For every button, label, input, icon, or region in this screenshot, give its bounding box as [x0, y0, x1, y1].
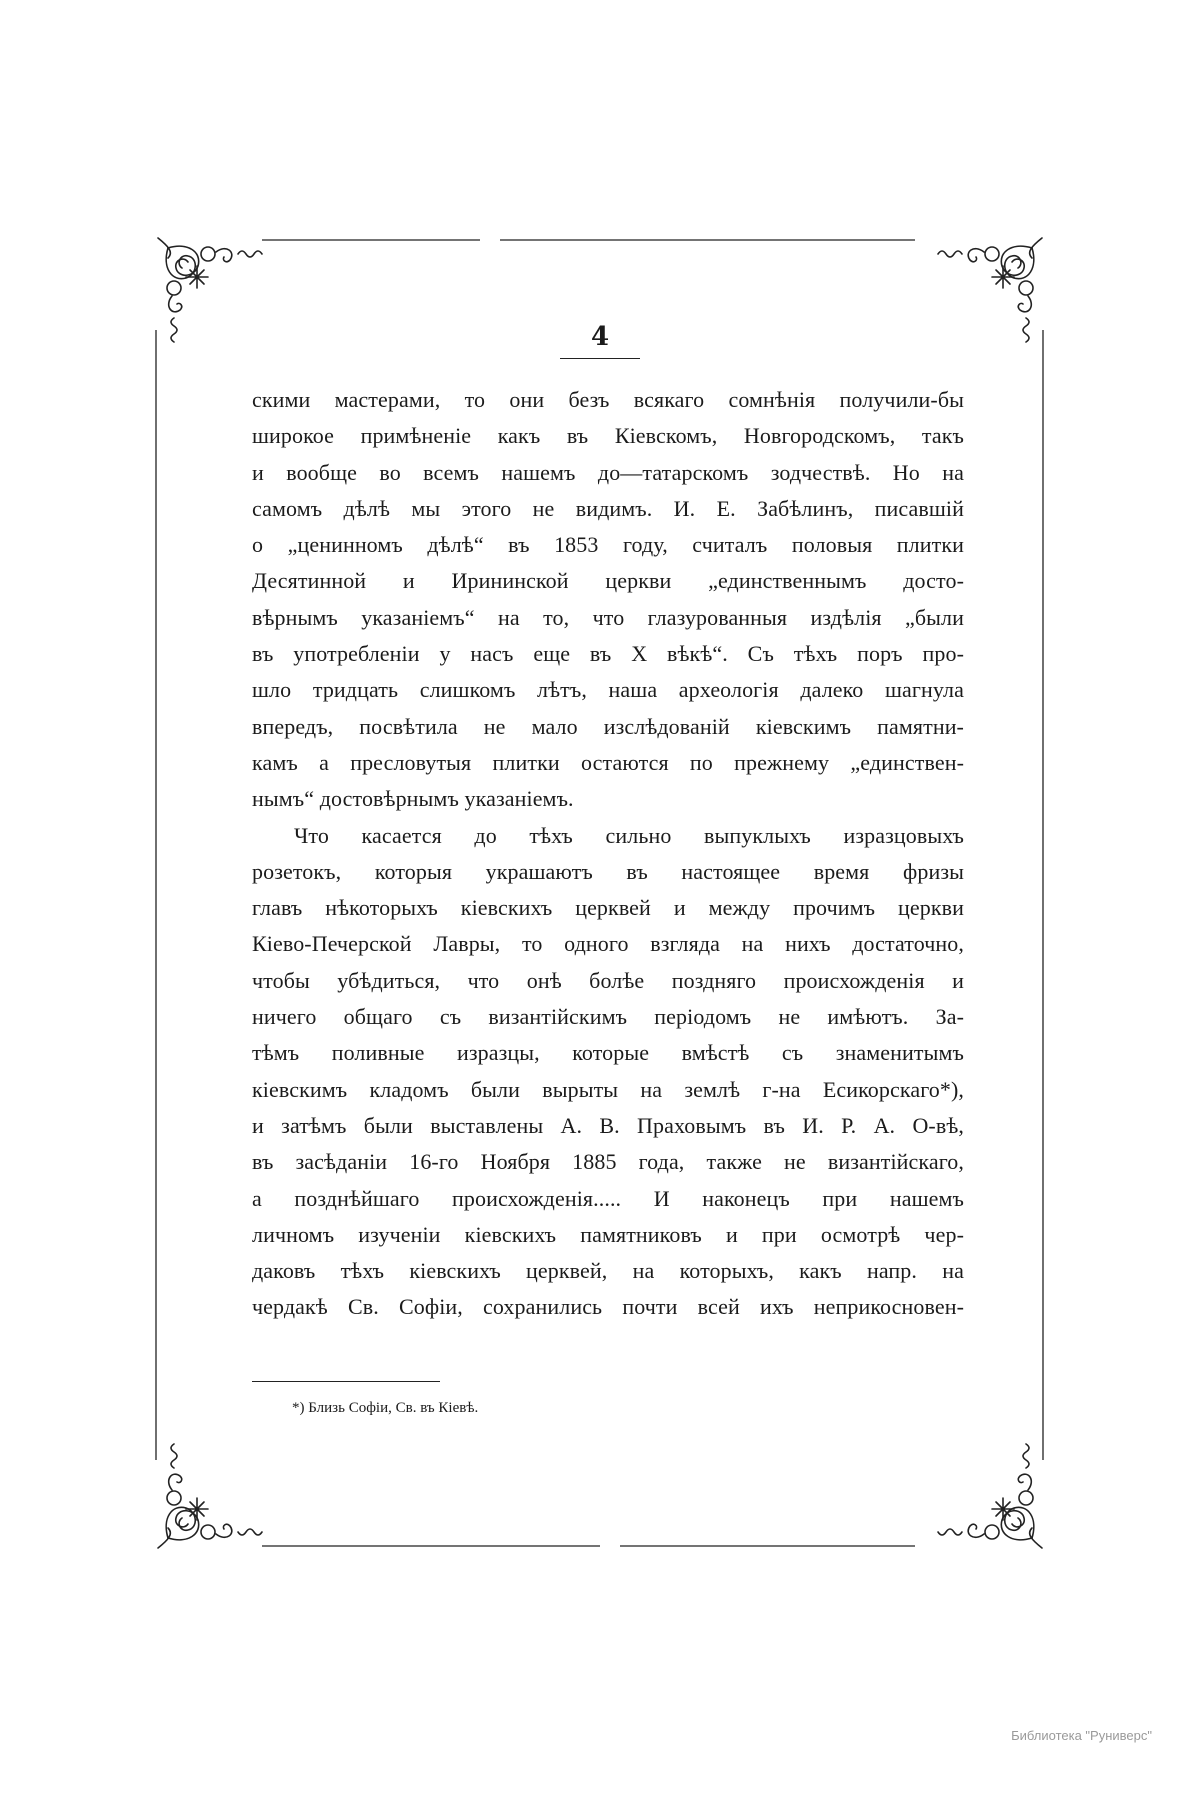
body-line: широкое примѣненіе какъ въ Кіевскомъ, Новгородскомъ, такъ [252, 423, 964, 449]
body-line: ничего общаго съ византійскимъ періодомъ не имѣютъ. За- [252, 1004, 964, 1030]
body-line: и вообще во всемъ нашемъ до—татарскомъ зодчествѣ. Но на [252, 459, 964, 485]
corner-ornament-bottom-left [158, 1444, 262, 1548]
body-line: камъ а пресловутыя плитки остаются по прежнему „единствен- [252, 749, 964, 775]
body-text [252, 382, 964, 1326]
body-line: Десятинной и Ирининской церкви „единственнымъ досто- [252, 568, 964, 594]
body-line: розетокъ, которыя украшаютъ въ настоящее время фризы [252, 858, 964, 884]
body-line: о „ценинномъ дѣлѣ“ въ 1853 году, считалъ половыя плитки [252, 532, 964, 558]
body-line: кіевскимъ кладомъ были вырыты на землѣ г-на Есикорскаго*), [252, 1076, 964, 1102]
body-line: Кіево-Печерской Лавры, то одного взгляда на нихъ достаточно, [252, 931, 964, 957]
corner-ornament-top-right [938, 238, 1042, 342]
body-line: скими мастерами, то они безъ всякаго сомнѣнія получили-бы [252, 387, 964, 412]
body-line: въ засѣданіи 16-го Ноября 1885 года, также не византійскаго, [252, 1149, 964, 1175]
body-line: даковъ тѣхъ кіевскихъ церквей, на которыхъ, какъ напр. на [252, 1258, 964, 1284]
corner-ornament-bottom-right [938, 1444, 1042, 1548]
footnote-rule [252, 1381, 440, 1382]
body-line: чердакѣ Св. Софіи, сохранились почти всей ихъ неприкосновен- [252, 1294, 964, 1320]
body-line: нымъ“ достовѣрнымъ указаніемъ. [252, 786, 574, 812]
body-line: чтобы убѣдиться, что онѣ болѣе поздняго происхожденія и [252, 967, 964, 993]
body-line: шло тридцать слишкомъ лѣтъ, наша археологія далеко шагнула [252, 677, 964, 703]
body-line: а позднѣйшаго происхожденія..... И наконецъ при нашемъ [252, 1185, 964, 1211]
body-line: и затѣмъ были выставлены А. В. Праховымъ въ И. Р. А. О-вѣ, [252, 1112, 964, 1138]
library-watermark: Библиотека "Руниверс" [1011, 1728, 1152, 1743]
body-line: личномъ изученіи кіевскихъ памятниковъ и при осмотрѣ чер- [252, 1221, 964, 1247]
body-line: въ употребленіи у насъ еще въ X вѣкѣ“. Съ тѣхъ поръ про- [252, 641, 964, 667]
body-line: самомъ дѣлѣ мы этого не видимъ. И. Е. Забѣлинъ, писавшій [252, 495, 964, 521]
body-line: вѣрнымъ указаніемъ“ на то, что глазурованныя издѣлія „были [252, 604, 964, 630]
body-line: главъ нѣкоторыхъ кіевскихъ церквей и между прочимъ церкви [252, 895, 964, 921]
footnote: *) Близь Софіи, Св. въ Кіевѣ. [292, 1400, 479, 1416]
body-line: впередъ, посвѣтила не мало изслѣдованій кіевскимъ памятни- [252, 713, 964, 739]
page-number: 4 [590, 322, 610, 352]
body-line: Что касается до тѣхъ сильно выпуклыхъ изразцовыхъ [294, 822, 964, 848]
corner-ornament-top-left [158, 238, 262, 342]
body-line: тѣмъ поливные изразцы, которые вмѣстѣ съ знаменитымъ [252, 1040, 964, 1066]
page-number-rule [560, 358, 640, 359]
